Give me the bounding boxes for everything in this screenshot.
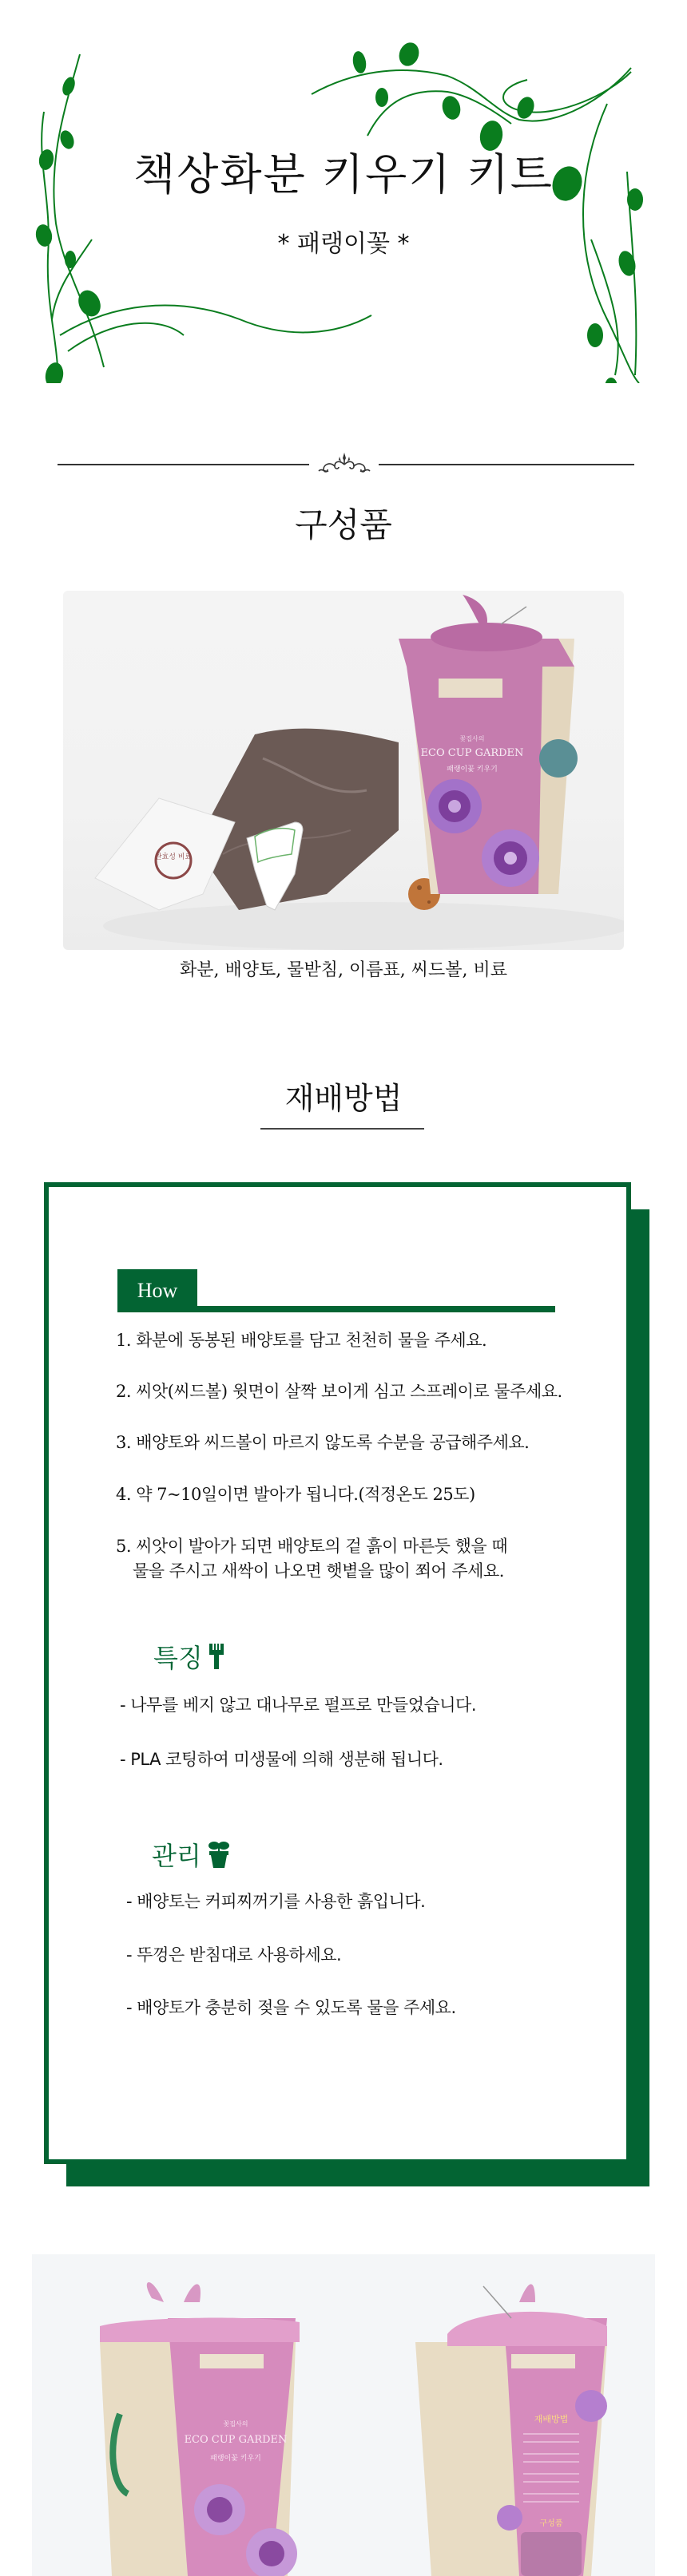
care-heading: [152, 1836, 230, 1873]
step-2: 2. 씨앗(씨드볼) 윗면이 살짝 보이게 심고 스프레이로 물주세요.: [116, 1382, 562, 1401]
back-components-label: 구성품: [539, 2519, 563, 2528]
components-title: 구성품: [295, 505, 392, 544]
cultivation-title-underline: [260, 1128, 424, 1130]
care-item-1: - 배양토는 커피찌꺼기를 사용한 흙입니다.: [126, 1892, 426, 1911]
features-heading: [153, 1638, 224, 1675]
package-front-back-photo: [32, 2254, 655, 2576]
step-3: 3. 배양토와 씨드볼이 마르지 않도록 수분을 공급해주세요.: [116, 1433, 530, 1452]
fertilizer-label: 완효성 비료: [154, 853, 193, 861]
step-5-line-2: 물을 주시고 새싹이 나오면 햇볕을 많이 쬐어 주세요.: [133, 1561, 504, 1581]
how-label: How: [137, 1279, 178, 1302]
back-howto-label: 재배방법: [534, 2414, 569, 2424]
step-4: 4. 약 7~10일이면 발아가 됩니다.(적정온도 25도): [116, 1485, 475, 1504]
cultivation-title: 재배방법: [284, 1081, 403, 1116]
package-product: 패랭이꽃 키우기: [447, 766, 498, 774]
feature-item-1: - 나무를 베지 않고 대나무로 펄프로 만들었습니다.: [120, 1696, 477, 1715]
care-title: 관리: [152, 1841, 201, 1871]
fork-icon: [209, 1644, 224, 1669]
package-brand: ECO CUP GARDEN: [420, 747, 524, 759]
front-product: 패랭이꽃 키우기: [210, 2455, 261, 2463]
sprout-pot-icon: [208, 1841, 230, 1868]
components-caption: 화분, 배양토, 물받침, 이름표, 씨드볼, 비료: [180, 960, 507, 980]
step-1: 1. 화분에 동봉된 배양토를 담고 천천히 물을 주세요.: [116, 1331, 487, 1350]
front-brand-small: 꽃집사의: [223, 2420, 248, 2428]
divider-line-right: [379, 464, 634, 465]
divider-line-left: [58, 464, 309, 465]
features-title: 특징: [153, 1643, 203, 1673]
hero-subtitle: * 패랭이꽃 *: [277, 230, 410, 258]
feature-item-2: - PLA 코팅하여 미생물에 의해 생분해 됩니다.: [120, 1750, 443, 1769]
front-brand: ECO CUP GARDEN: [184, 2434, 288, 2446]
hero-banner: [0, 0, 687, 383]
care-item-3: - 배양토가 충분히 젖을 수 있도록 물을 주세요.: [126, 1998, 456, 2017]
flourish-ornament-icon: [317, 452, 371, 476]
care-item-2: - 뚜껑은 받침대로 사용하세요.: [126, 1945, 342, 1965]
kit-components-photo: [63, 591, 624, 950]
step-5-line-1: 5. 씨앗이 발아가 되면 배양토의 겉 흙이 마른듯 했을 때: [116, 1537, 508, 1556]
hero-title: 책상화분 키우기 키트: [133, 149, 554, 200]
package-brand-small: 꽃집사의: [459, 735, 485, 742]
